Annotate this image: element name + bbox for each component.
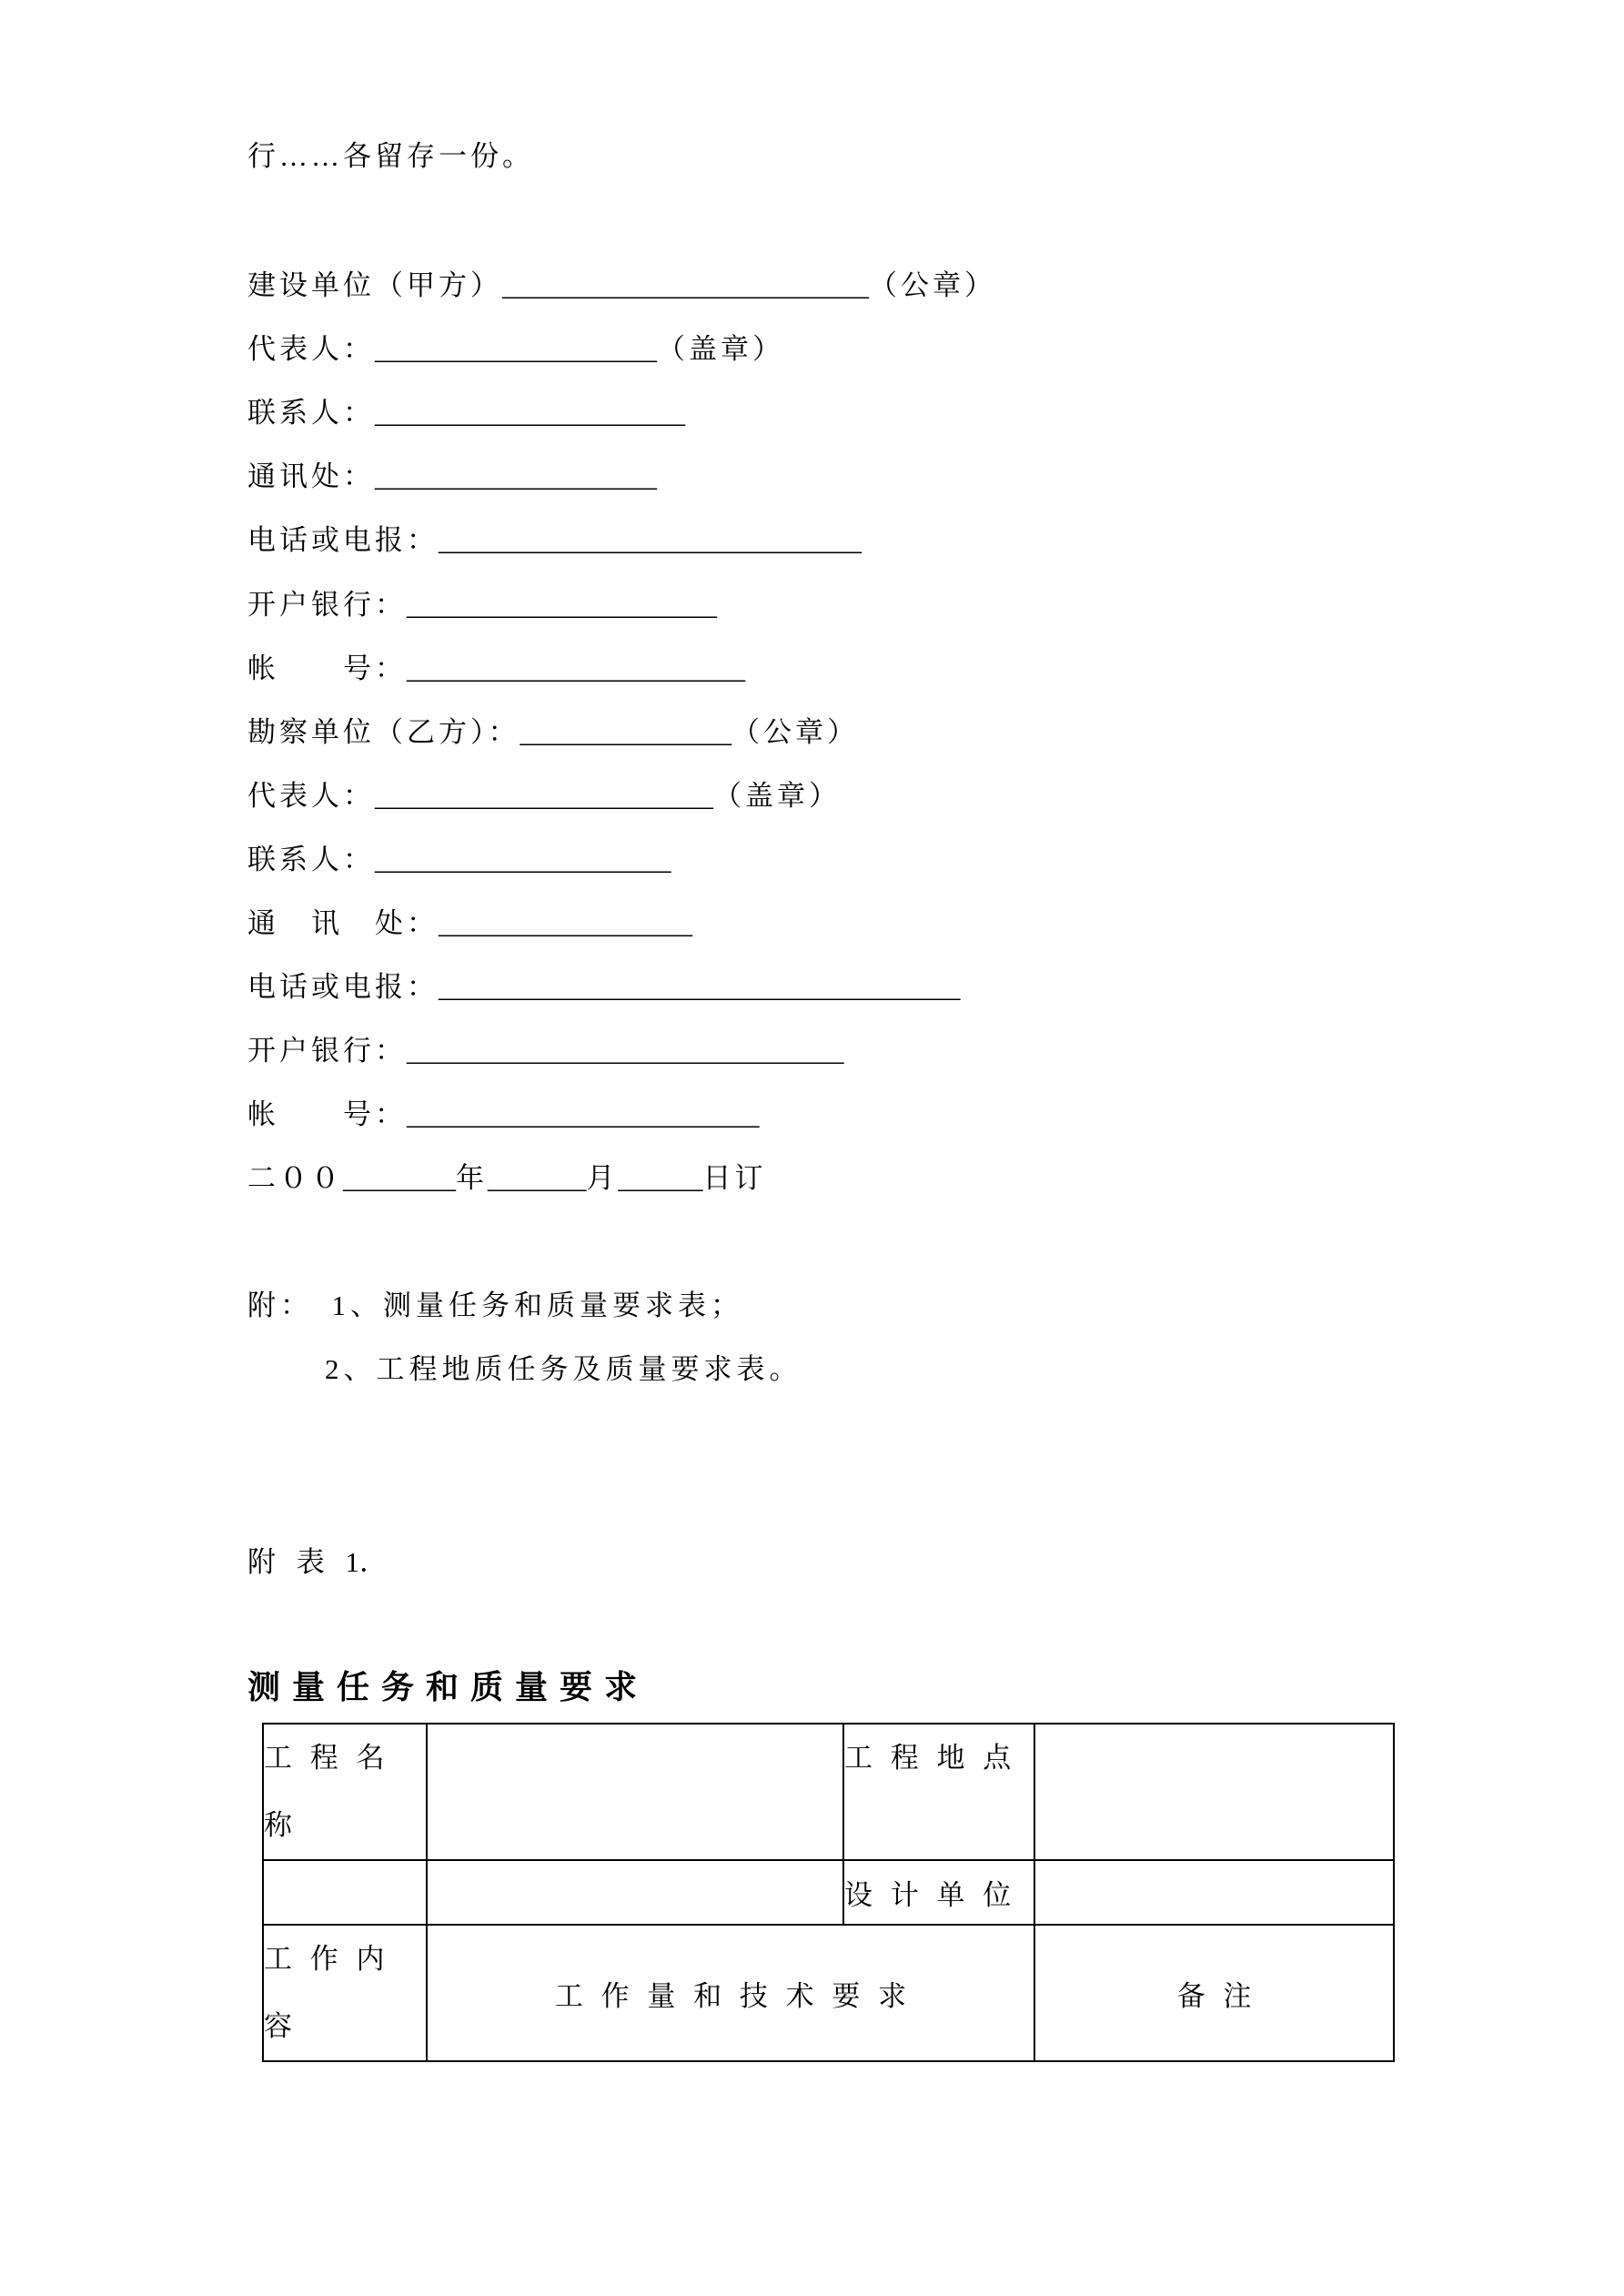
party-b-contact-label: 联系人：: [247, 844, 375, 875]
party-b-account-label: 帐 号：: [247, 1098, 407, 1130]
appendix-1-label: [247, 1548, 388, 1576]
project-name-value-cell: [427, 1724, 843, 1860]
party-a-bank-label: 开户银行：: [247, 589, 407, 621]
party-b-representative-blank: ________________________: [375, 780, 713, 812]
date-day-label: 日订: [702, 1162, 767, 1194]
party-a-unit-blank: __________________________: [502, 269, 869, 301]
table-row: [263, 1925, 1394, 2061]
intro-line: [247, 142, 534, 170]
date-day-blank: ______: [618, 1162, 703, 1194]
date-month-label: 月: [586, 1162, 619, 1194]
party-b-address-line: [247, 909, 692, 937]
remarks-label: 备 注: [1176, 1979, 1252, 2012]
date-year-blank: ________: [343, 1162, 456, 1194]
date-month-blank: _______: [488, 1162, 587, 1194]
party-a-bank-line: [247, 591, 717, 619]
party-a-account-blank: ________________________: [407, 652, 745, 684]
party-b-account-line: [247, 1100, 760, 1128]
party-b-official-seal-label: （公章）: [731, 716, 859, 748]
party-a-address-label: 通讯处：: [247, 460, 375, 492]
party-b-phone-label: 电话或电报：: [247, 971, 439, 1003]
party-b-personal-seal-label: （盖章）: [713, 780, 841, 812]
party-b-representative-line: [247, 782, 841, 810]
party-a-representative-label: 代表人：: [247, 333, 375, 365]
party-a-address-line: [247, 462, 657, 491]
party-b-representative-label: 代表人：: [247, 780, 375, 812]
intro-text: 行……各留存一份。: [247, 140, 534, 172]
signing-date-line: [247, 1164, 767, 1192]
party-a-address-blank: ____________________: [375, 460, 657, 492]
party-a-representative-blank: ____________________: [375, 333, 657, 365]
design-unit-header-cell: [843, 1860, 1034, 1925]
design-unit-label: 设 计 单 位: [844, 1879, 1012, 1911]
party-a-account-label: 帐 号：: [247, 652, 407, 684]
date-prefix: 二００: [247, 1162, 343, 1194]
workload-header-cell: [427, 1925, 1034, 2061]
party-b-account-blank: _________________________: [407, 1098, 760, 1130]
project-name-label: 工 程 名 称: [264, 1742, 385, 1841]
party-a-contact-label: 联系人：: [247, 397, 375, 429]
measurement-requirements-table: [262, 1723, 1395, 2062]
work-content-label: 工 作 内 容: [264, 1943, 385, 2042]
party-a-contact-blank: ______________________: [375, 397, 685, 429]
party-b-bank-label: 开户银行：: [247, 1035, 407, 1067]
party-b-bank-line: [247, 1037, 844, 1065]
party-a-phone-line: [247, 526, 862, 554]
project-name-header-cell: [263, 1724, 427, 1860]
project-site-label: 工 程 地 点: [844, 1742, 1012, 1774]
party-b-unit-label: 勘察单位（乙方）：: [247, 716, 520, 748]
party-b-bank-blank: _______________________________: [407, 1035, 844, 1067]
party-b-address-blank: __________________: [439, 907, 692, 939]
attachment-item-2: [325, 1355, 802, 1383]
date-year-label: 年: [456, 1162, 488, 1194]
project-site-value-cell: [1034, 1724, 1394, 1860]
party-b-unit-line: [247, 718, 859, 746]
party-b-phone-blank: _____________________________________: [439, 971, 961, 1003]
row2-value-cell: [427, 1860, 843, 1925]
attachment-item-1: [247, 1291, 743, 1320]
remarks-header-cell: [1034, 1925, 1394, 2061]
party-b-address-label: 通 讯 处：: [247, 907, 439, 939]
party-a-unit-label: 建设单位（甲方）: [247, 269, 502, 301]
party-a-contact-line: [247, 399, 685, 427]
party-a-account-line: [247, 654, 745, 683]
table-row: [263, 1860, 1394, 1925]
appendix-1-text: 附 表 1．: [247, 1546, 388, 1578]
party-b-phone-line: [247, 973, 961, 1001]
party-a-official-seal-label: （公章）: [869, 269, 996, 301]
attachment-item-1-text: 附： 1、测量任务和质量要求表；: [247, 1290, 743, 1321]
party-b-contact-line: [247, 845, 671, 874]
work-content-header-cell: [263, 1925, 427, 2061]
table-row: [263, 1724, 1394, 1860]
party-a-unit-line: [247, 271, 996, 299]
measurement-table-title: 测 量 任 务 和 质 量 要 求: [247, 1669, 638, 1705]
party-a-representative-line: [247, 335, 784, 363]
party-a-personal-seal-label: （盖章）: [657, 333, 784, 365]
attachment-item-2-text: 2、工程地质任务及质量要求表。: [325, 1353, 802, 1385]
party-b-contact-blank: _____________________: [375, 844, 671, 875]
party-a-bank-blank: ______________________: [407, 589, 717, 621]
workload-label: 工 作 量 和 技 术 要 求: [554, 1979, 907, 2012]
project-site-header-cell: [843, 1724, 1034, 1860]
design-unit-value-cell: [1034, 1860, 1394, 1925]
party-a-phone-blank: ______________________________: [439, 524, 862, 556]
party-a-phone-label: 电话或电报：: [247, 524, 439, 556]
party-b-unit-blank: _______________: [519, 716, 731, 748]
row2-left-cell: [263, 1860, 427, 1925]
